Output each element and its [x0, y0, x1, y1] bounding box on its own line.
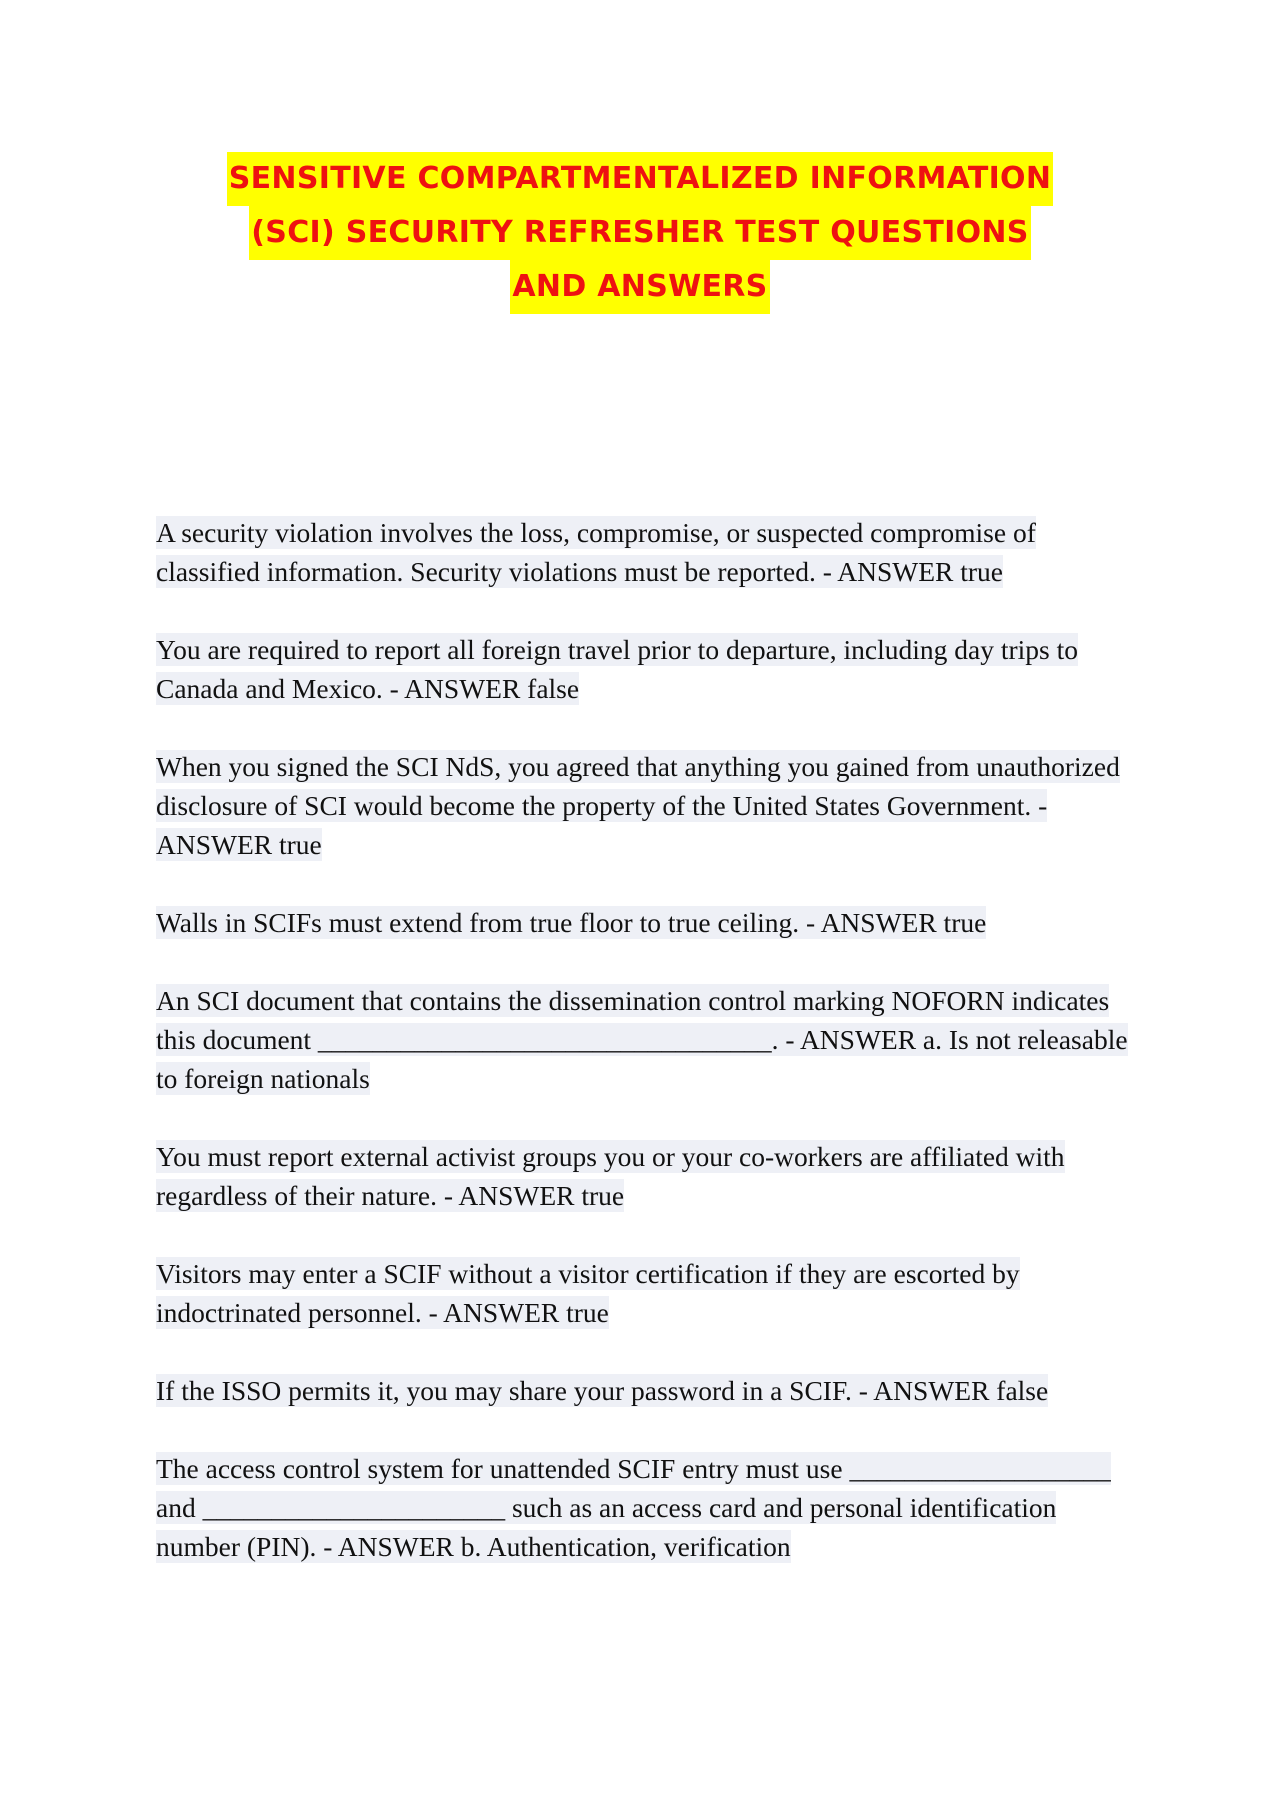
- qa-item: [156, 903, 1136, 942]
- document-title: [120, 152, 1160, 314]
- qa-item: [156, 1371, 1136, 1410]
- qa-text: You are required to report all foreign travel prior to departure, including day trips to Canada and Mexico. - ANSWER false: [156, 634, 1079, 704]
- qa-text: The access control system for unattended SCIF entry must use ___________________ and ______________________ such as an access card and personal identification number (PIN). - ANSWER b. Authentication, verification: [156, 1453, 1111, 1562]
- qa-item: [156, 513, 1136, 591]
- title-line: (SCI) SECURITY REFRESHER TEST QUESTIONS: [249, 206, 1030, 260]
- qa-text: Walls in SCIFs must extend from true floor to true ceiling. - ANSWER true: [156, 907, 987, 938]
- qa-item: [156, 1449, 1136, 1566]
- title-line: AND ANSWERS: [510, 260, 769, 314]
- question-answer-list: [156, 513, 1136, 1605]
- qa-item: [156, 981, 1136, 1098]
- qa-text: You must report external activist groups you or your co-workers are affiliated with regardless of their nature. - ANSWER true: [156, 1141, 1065, 1211]
- title-line: SENSITIVE COMPARTMENTALIZED INFORMATION: [227, 152, 1054, 206]
- qa-item: [156, 1137, 1136, 1215]
- qa-item: [156, 747, 1136, 864]
- qa-text: A security violation involves the loss, compromise, or suspected compromise of classified information. Security violations must be reported. - ANSWER true: [156, 517, 1036, 587]
- qa-text: An SCI document that contains the dissemination control marking NOFORN indicates this document _________________________________. - ANSWER a. Is not releasable to foreign nationals: [156, 985, 1128, 1094]
- qa-item: [156, 1254, 1136, 1332]
- qa-text: If the ISSO permits it, you may share your password in a SCIF. - ANSWER false: [156, 1375, 1049, 1406]
- qa-text: Visitors may enter a SCIF without a visitor certification if they are escorted by indoctrinated personnel. - ANSWER true: [156, 1258, 1020, 1328]
- qa-text: When you signed the SCI NdS, you agreed that anything you gained from unauthorized disclosure of SCI would become the property of the United States Government. - ANSWER true: [156, 751, 1120, 860]
- qa-item: [156, 630, 1136, 708]
